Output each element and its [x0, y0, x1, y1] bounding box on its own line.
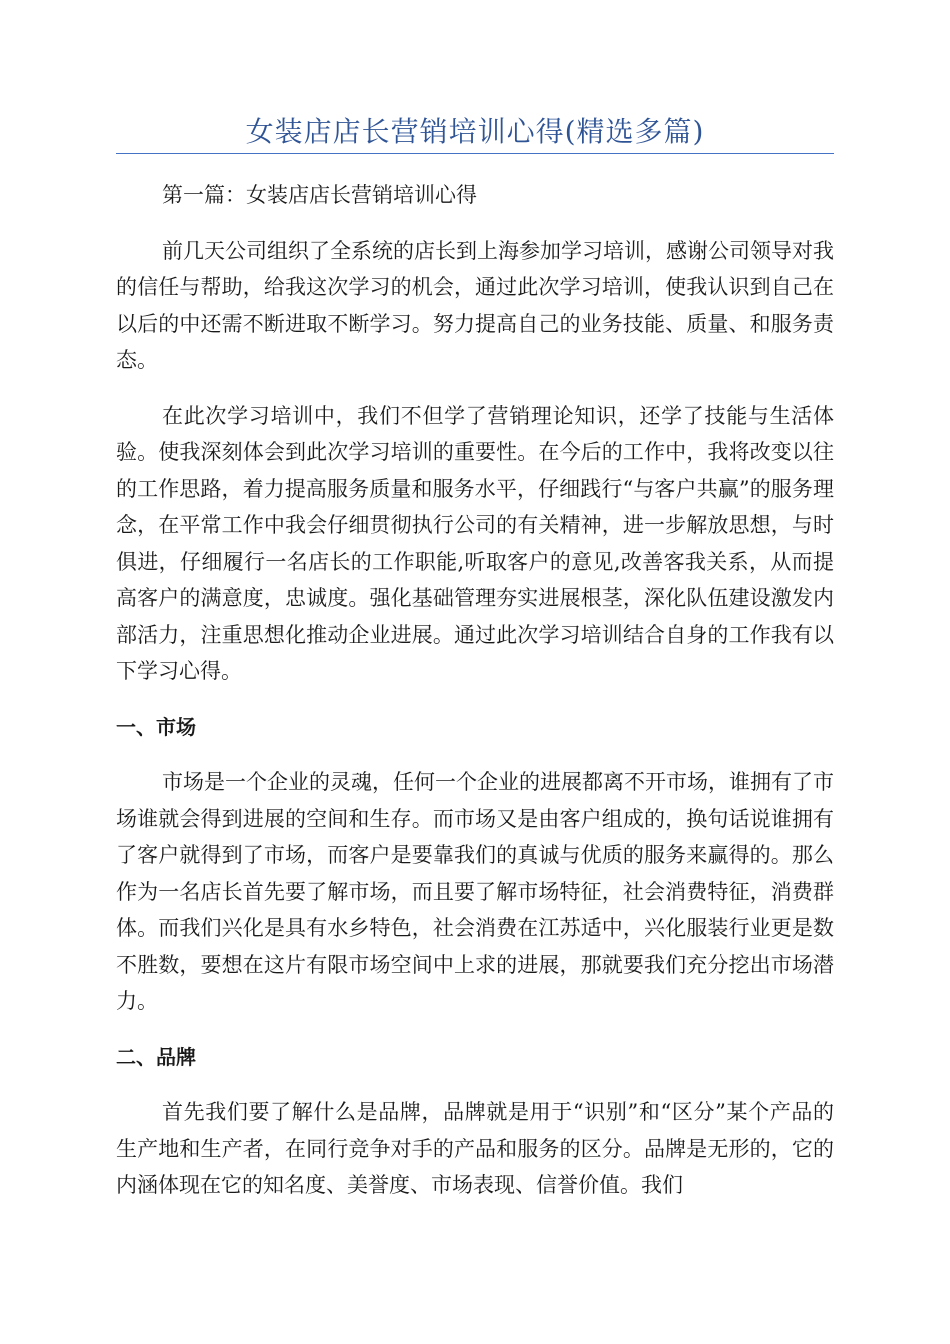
paragraph-training: 在此次学习培训中，我们不但学了营销理论知识，还学了技能与生活体验。使我深刻体会到此次学习培训的重要性。在今后的工作中，我将改变以往的工作思路，着力提高服务质量和服务水平，仔细践行“与客户共赢”的服务理念，在平常工作中我会仔细贯彻执行公司的有关精神，进一步解放思想，与时俱进，仔细履行一名店长的工作职能,听取客户的意见,改善客我关系，从而提高客户的满意度，忠诚度。强化基础管理夯实进展根茎，深化队伍建设激发内部活力，注重思想化推动企业进展。通过此次学习培训结合自身的工作我有以下学习心得。 — [116, 403, 834, 683]
paragraph-intro: 前几天公司组织了全系统的店长到上海参加学习培训，感谢公司领导对我的信任与帮助，给我这次学习的机会，通过此次学习培训，使我认识到自己在以后的中还需不断进取不断学习。努力提高自己的业务技能、质量、和服务责态。 — [116, 238, 834, 372]
section-subtitle: 第一篇：女装店店长营销培训心得 — [162, 183, 477, 207]
heading-market: 一、市场 — [116, 714, 196, 739]
heading-brand: 二、品牌 — [116, 1044, 196, 1069]
paragraph-brand: 首先我们要了解什么是品牌，品牌就是用于“识别”和“区分”某个产品的生产地和生产者，在同行竞争对手的产品和服务的区分。品牌是无形的，它的内涵体现在它的知名度、美誉度、市场表现、信誉价值。我们 — [116, 1100, 834, 1197]
document-title: 女装店店长营销培训心得(精选多篇) — [245, 115, 705, 148]
document-body — [116, 177, 834, 1204]
paragraph-market: 市场是一个企业的灵魂，任何一个企业的进展都离不开市场，谁拥有了市场谁就会得到进展的空间和生存。而市场又是由客户组成的，换句话说谁拥有了客户就得到了市场，而客户是要靠我们的真诚与优质的服务来赢得的。那么作为一名店长首先要了解市场，而且要了解市场特征，社会消费特征，消费群体。而我们兴化是具有水乡特色，社会消费在江苏适中，兴化服装行业更是数不胜数，要想在这片有限市场空间中上求的进展，那就要我们充分挖出市场潜力。 — [116, 770, 834, 1013]
title-underline — [116, 153, 834, 154]
